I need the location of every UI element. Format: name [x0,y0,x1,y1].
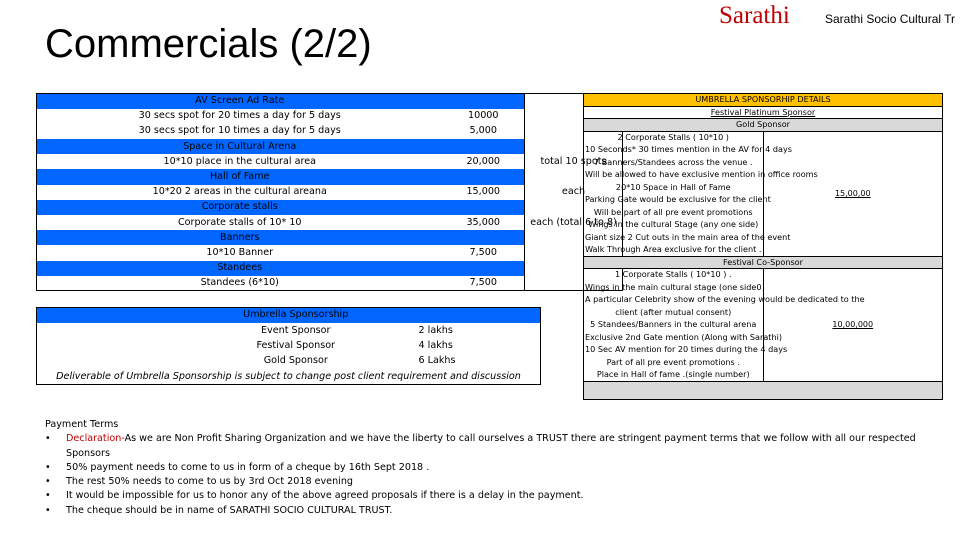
table-row [37,185,623,200]
brand-logo-text: Sarathi [719,2,790,29]
section-header: Standees [37,261,443,276]
umbrella-value: 2 lakhs [418,324,453,336]
umbrella-value: 4 lakhs [418,339,453,351]
gold-title: Gold Sponsor [584,119,943,132]
umbrella-label: Festival Sponsor [256,339,336,351]
table-row [584,269,943,282]
benefit-item: 1 Corporate Stalls ( 10*10 ) . [584,269,764,282]
section-header: Space in Cultural Arena [37,139,443,154]
gold-row [584,119,943,132]
umbrella-label: Gold Sponsor [263,355,328,367]
table-row [37,323,541,338]
rate-value: 35,000 [443,215,525,230]
umbrella-note: Deliverable of Umbrella Sponsorship is subject to change post client requirement and discussion [37,369,541,384]
sponsorship-details-table [583,93,943,400]
benefit-item: 10 Seconds* 30 times mention in the AV for 4 days [585,144,792,155]
rate-value: 20,000 [443,154,525,169]
table-row [37,354,541,369]
rate-label: Standees (6*10) [37,276,443,291]
benefit-item: Place in Hall of fame .(single number) [584,369,764,382]
list-item: • It would be impossible for us to honor any of the above agreed proposals if there is a delay in the payment. [45,490,584,502]
benefit-item: Will be allowed to have exclusive mention in office rooms [585,169,818,180]
section-header-row [37,261,623,276]
benefit-item: 20*10 Space in Hall of Fame [584,181,764,194]
table-row [37,215,623,230]
rate-value [443,94,525,109]
section-header: Hall of Fame [37,169,443,184]
table-row [37,154,623,169]
declaration-label: Declaration- [66,433,125,445]
rate-note: each [525,185,623,200]
co-sponsor-row [584,256,943,269]
benefit-item: 2 Corporate Stalls ( 10*10 ) [584,131,764,144]
rate-value: 15,000 [443,185,525,200]
table-row [37,338,541,353]
rate-label: 10*20 2 areas in the cultural areana [37,185,443,200]
benefit-item: Parking Gate would be exclusive for the client [585,194,771,205]
rate-label: Corporate stalls of 10* 10 [37,215,443,230]
benefit-item: A particular Celebrity show of the evening would be dedicated to the [585,294,865,305]
rate-note: each (total 6 to 8) [525,215,623,230]
benefit-item: Will be part of all pre event promotions [584,206,764,219]
details-header: UMBRELLA SPONSORHIP DETAILS [584,94,943,107]
benefit-item: 5 Standees/Banners in the cultural arena [584,319,764,332]
rate-value: 10000 [443,109,525,124]
page-title: Commercials (2/2) [45,22,372,66]
rate-label: 10*10 Banner [37,245,443,260]
benefit-item: Wings in the cultural Stage (any one side) [584,219,764,232]
rate-value [443,261,525,276]
payment-terms [45,418,925,518]
table-row [37,124,623,139]
benefit-item: Walk Through Area exclusive for the client . [584,244,764,257]
umbrella-note-row [37,369,541,384]
rate-value [443,169,525,184]
umbrella-label: Event Sponsor [261,324,331,336]
rate-value: 7,500 [443,276,525,291]
table-row [37,245,623,260]
rate-label: 30 secs spot for 20 times a day for 5 days [37,109,443,124]
umbrella-header: Umbrella Sponsorship [37,308,443,323]
platinum-row [584,106,943,119]
rate-value: 5,000 [443,124,525,139]
payment-terms-heading: Payment Terms [45,419,119,430]
rate-label: 10*10 place in the cultural area [37,154,443,169]
umbrella-value: 6 Lakhs [418,355,456,367]
rate-value [443,230,525,245]
table-row [37,109,623,124]
list-item: • The rest 50% needs to come to us by 3rd Oct 2018 evening [45,476,354,488]
table-row [37,276,623,291]
benefit-item: Giant size 2 Cut outs in the main area of the event [585,231,791,242]
section-header: AV Screen Ad Rate [37,94,443,109]
section-header-row [37,94,623,109]
section-header-row [37,139,623,154]
list-item: • The cheque should be in name of SARATHI SOCIO CULTURAL TRUST. [45,504,393,516]
rate-label: 30 secs spot for 10 times a day for 5 days [37,124,443,139]
list-item: • 50% payment needs to come to us in form of a cheque by 16th Sept 2018 . [45,461,430,473]
details-header-row [584,94,943,107]
list-item: • Declaration-As we are Non Profit Sharing Organization and we have the liberty to call ourselves a TRUST there are stringent payment terms that we follow with all our respected Sponsors [45,433,916,459]
blank-row [584,381,943,399]
sponsor-price: 15,00,00 [763,131,943,256]
benefit-item: client (after mutual consent) [584,306,764,319]
rate-table [36,93,623,291]
benefit-item: 7 Banners/Standees across the venue . [584,156,764,169]
rate-value: 7,500 [443,245,525,260]
benefit-item: Exclusive 2nd Gate mention (Along with Sarathi) [585,331,782,342]
benefit-item: 10 Sec AV mention for 20 times during the 4 days [585,344,788,355]
benefit-item: Wings in the main cultural stage (one side0 [585,281,762,292]
section-header: Banners [37,230,443,245]
payment-terms-list [45,432,925,518]
umbrella-header-row [37,308,541,323]
umbrella-table [36,307,541,385]
brand-subtitle: Sarathi Socio Cultural Tr [825,12,956,26]
benefit-item: Part of all pre event promotions . [584,356,764,369]
table-row [584,131,943,144]
section-header-row [37,200,623,215]
rate-note: total 10 spots [525,154,623,169]
platinum-title: Festival Platinum Sponsor [584,106,943,119]
rate-value [443,139,525,154]
section-header: Corporate stalls [37,200,443,215]
co-sponsor-title: Festival Co-Sponsor [584,256,943,269]
section-header-row [37,169,623,184]
rate-value [443,200,525,215]
sponsor-price: 10,00,000 [763,269,943,382]
section-header-row [37,230,623,245]
